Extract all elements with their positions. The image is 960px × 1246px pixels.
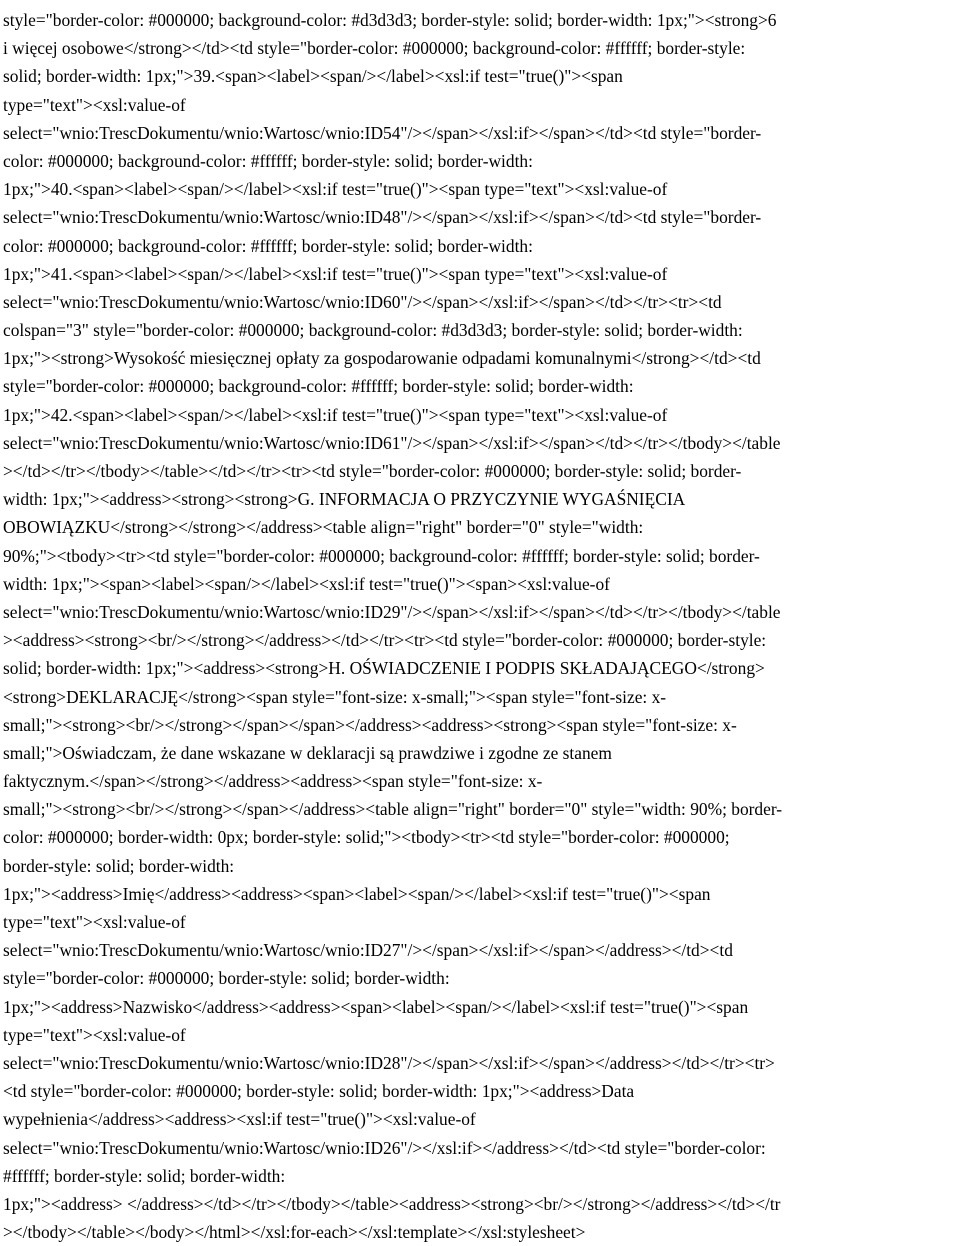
text-line: type="text"><xsl:value-of <box>3 94 186 115</box>
text-line: wypełnienia</address><address><xsl:if test="true()"><xsl:value-of <box>3 1109 476 1130</box>
text-line: type="text"><xsl:value-of <box>3 912 186 932</box>
text-line: #ffffff; border-style: solid; border-width: <box>3 1165 286 1186</box>
text-line: width: 1px;"><address><strong><strong>G. INFORMACJA O PRZYCZYNIE WYGAŚNIĘCIA <box>3 489 686 510</box>
text-line: i więcej osobowe</strong></td><td style="border-color: #000000; background-color: #ffffff; border-style: <box>3 38 746 59</box>
text-line: 1px;"><address>Nazwisko</address><address><span><label><span/></label><xsl:if test="true()"><span <box>3 996 749 1017</box>
text-line: select="wnio:TrescDokumentu/wnio:Wartosc/wnio:ID28"/></span></xsl:if></span></address></td></tr><tr> <box>3 1052 775 1073</box>
text-line: small;">Oświadczam, że dane wskazane w deklaracji są prawdziwe i zgodne ze stanem <box>3 742 612 763</box>
text-line: ><address><strong><br/></strong></address></td></tr><tr><td style="border-color: #000000; border-style: <box>3 630 767 651</box>
text-line: solid; border-width: 1px;"><address><strong>H. OŚWIADCZENIE I PODPIS SKŁADAJĄCEGO</strong> <box>3 658 765 679</box>
text-line: 1px;">40.<span><label><span/></label><xsl:if test="true()"><span type="text"><xsl:value-of <box>3 179 668 200</box>
text-line: 1px;">41.<span><label><span/></label><xsl:if test="true()"><span type="text"><xsl:value-of <box>3 263 668 284</box>
text-line: style="border-color: #000000; background-color: #d3d3d3; border-style: solid; border-width: 1px;"><strong>6 <box>3 10 777 30</box>
text-line: faktycznym.</span></strong></address><address><span style="font-size: x- <box>3 771 543 792</box>
text-line: <td style="border-color: #000000; border-style: solid; border-width: 1px;"><address>Data <box>3 1081 635 1102</box>
text-line: select="wnio:TrescDokumentu/wnio:Wartosc/wnio:ID26"/></xsl:if></address></td><td style="border-color: <box>3 1137 766 1158</box>
text-line: select="wnio:TrescDokumentu/wnio:Wartosc/wnio:ID61"/></span></xsl:if></span></td></tr></tbody></table <box>3 432 781 453</box>
text-line: small;"><strong><br/></strong></span></address><table align="right" border="0" style="width: 90%; border- <box>3 799 783 820</box>
text-line: ></td></tr></tbody></table></td></tr><tr><td style="border-color: #000000; border-style: solid; border- <box>3 461 742 481</box>
text-line: width: 1px;"><span><label><span/></label><xsl:if test="true()"><span><xsl:value-of <box>3 573 610 594</box>
text-line: style="border-color: #000000; border-style: solid; border-width: <box>3 968 450 989</box>
text-line: select="wnio:TrescDokumentu/wnio:Wartosc/wnio:ID60"/></span></xsl:if></span></td></tr><tr><td <box>3 291 722 312</box>
text-line: select="wnio:TrescDokumentu/wnio:Wartosc/wnio:ID29"/></span></xsl:if></span></td></tr></tbody></table <box>3 601 781 622</box>
text-line: colspan="3" style="border-color: #000000; background-color: #d3d3d3; border-style: solid; border-width: <box>3 320 743 341</box>
text-line: 1px;"><address>Imię</address><address><span><label><span/></label><xsl:if test="true()"><span <box>3 883 711 904</box>
text-line: OBOWIĄZKU</strong></strong></address><table align="right" border="0" style="width: <box>3 517 644 538</box>
text-line: 1px;"><address> </address></td></tr></tbody></table><address><strong><br/></strong></address></td></tr <box>3 1193 781 1214</box>
text-line: 1px;"><strong>Wysokość miesięcznej opłaty za gospodarowanie odpadami komunalnymi</strong></td><td <box>3 348 761 369</box>
text-line: 1px;">42.<span><label><span/></label><xsl:if test="true()"><span type="text"><xsl:value-of <box>3 404 668 425</box>
text-line: 90%;"><tbody><tr><td style="border-color: #000000; background-color: #ffffff; border-style: solid; border- <box>3 545 760 566</box>
text-line: type="text"><xsl:value-of <box>3 1024 186 1045</box>
text-line: color: #000000; border-width: 0px; border-style: solid;"><tbody><tr><td style="border-color: #000000; <box>3 827 730 848</box>
text-line: solid; border-width: 1px;">39.<span><label><span/></label><xsl:if test="true()"><span <box>3 66 623 87</box>
text-line: select="wnio:TrescDokumentu/wnio:Wartosc/wnio:ID27"/></span></xsl:if></span></address></td><td <box>3 940 733 961</box>
text-line: small;"><strong><br/></strong></span></span></address><address><strong><span style="font-size: x- <box>3 714 737 735</box>
text-line: border-style: solid; border-width: <box>3 855 235 876</box>
text-line: <strong>DEKLARACJĘ</strong><span style="font-size: x-small;"><span style="font-size: x- <box>3 686 667 707</box>
text-line: ></tbody></table></body></html></xsl:for-each></xsl:template></xsl:stylesheet> <box>3 1222 586 1243</box>
text-line: color: #000000; background-color: #ffffff; border-style: solid; border-width: <box>3 235 533 256</box>
text-line: color: #000000; background-color: #ffffff; border-style: solid; border-width: <box>3 150 533 171</box>
text-line: select="wnio:TrescDokumentu/wnio:Wartosc/wnio:ID48"/></span></xsl:if></span></td><td style="border- <box>3 207 762 228</box>
text-line: select="wnio:TrescDokumentu/wnio:Wartosc/wnio:ID54"/></span></xsl:if></span></td><td style="border- <box>3 122 762 143</box>
text-line: style="border-color: #000000; background-color: #ffffff; border-style: solid; border-width: <box>3 376 634 397</box>
